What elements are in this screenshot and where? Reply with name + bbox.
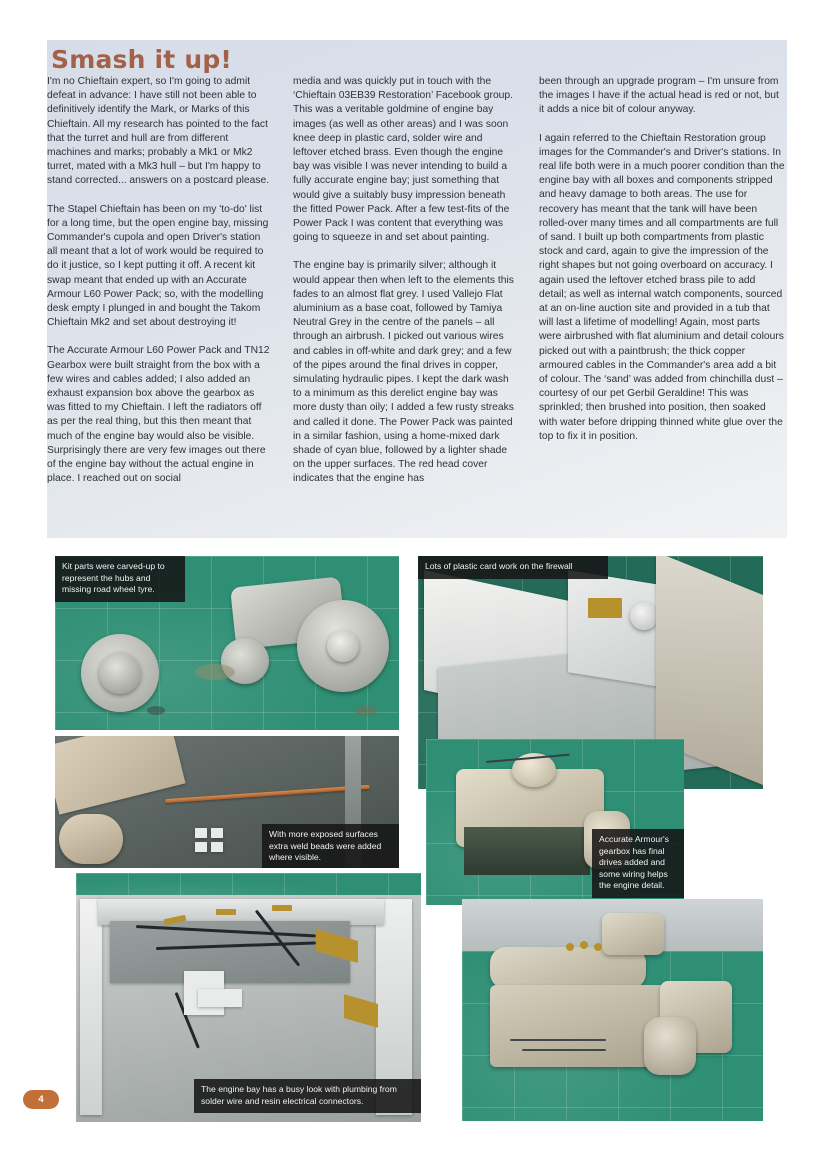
weld-bead-detail — [195, 828, 207, 838]
hub-shape — [99, 652, 141, 694]
photo-caption-firewall-plastic-card: Lots of plastic card work on the firewall — [418, 556, 608, 579]
page-number-badge: 4 — [23, 1090, 59, 1109]
resin-electrical-connector — [198, 989, 242, 1007]
photo-caption-road-wheel-hubs: Kit parts were carved-up to represent the hubs and missing road wheel tyre. — [55, 556, 185, 602]
debris-spot — [195, 664, 235, 680]
weld-bead-detail — [211, 842, 223, 852]
photo-road-wheel-hubs — [55, 556, 399, 730]
article-columns — [47, 75, 787, 501]
brass-detail — [566, 943, 574, 951]
article-column-1 — [47, 75, 293, 501]
photo-caption-engine-bay-plumbing: The engine bay has a busy look with plumbing from solder wire and resin electrical connectors. — [194, 1079, 421, 1113]
paragraph: The Stapel Chieftain has been on my 'to-do' list for a long time, but the open engine bay, missing Commander's cupola and open Driver's station all meant that a lot of work would be required to do it justice, so I kept putting it off. A recent kit swap meant that ended up with an Accurate Armour L60 Power Pack; so, with the modelling desk empty I plunged in and bought the Takom Chieftain Mk2 and set about destroying it! — [47, 203, 269, 329]
article-column-3 — [539, 75, 785, 501]
gun-barrel-shape — [59, 814, 123, 864]
air-cleaner-shape — [602, 913, 664, 955]
brass-fitting — [272, 905, 292, 911]
paragraph: The Accurate Armour L60 Power Pack and TN12 Gearbox were built straight from the box with a few wires and cables added; I also added an exhaust expansion box above the gearbox as was fitted to my Chieftain. I left the radiators off as per the real thing, but this then meant that much of the engine bay would also be visible. Surprisingly there are very few images out there of the engine bay without the actual engine in place. I reached out on social — [47, 345, 270, 485]
photo-weld-beads — [55, 736, 399, 868]
wiring-detail — [522, 1049, 606, 1051]
etched-brass-mesh — [588, 598, 622, 618]
photo-caption-gearbox-final-drives: Accurate Armour's gearbox has final drives added and some wiring helps the engine detail. — [592, 829, 684, 898]
weld-bead-detail — [211, 828, 223, 838]
photo-engine-bay-plumbing — [76, 873, 421, 1122]
brass-fitting — [216, 909, 236, 915]
debris-spot — [147, 706, 165, 715]
paragraph: media and was quickly put in touch with the ‘Chieftain 03EB39 Restoration’ Facebook group. This was a veritable goldmine of engine bay images (as well as other areas) and I was soon knee deep in plastic card, solder wire and leftover etched brass. Even though the engine bay was visible I was never intending to build a fully accurate engine bay; just something that would give a suitably busy impression beneath the fitted Power Pack. After a few test-fits of the Power Pack I was content that everything was going to squeeze in and set about painting. — [293, 76, 513, 244]
photo-caption-weld-beads: With more exposed surfaces extra weld beads were added where visible. — [262, 824, 399, 868]
final-drive-shape — [644, 1017, 696, 1075]
paragraph: The engine bay is primarily silver; although it would appear then when left to the elements this fades to an almost flat grey. I used Vallejo Flat aluminium as a base coat, followed by Tamiya Neutral Grey in the centre of the panels – all through an airbrush. I picked out various wires and cables in off-white and dark grey; and a few of the pipes around the final drives in copper, simulating hydraulic pipes. I kept the dark wash to a minimum as this derelict engine bay was more dusty than oily; I added a few rusty streaks and called it done. The Power Pack was painted in a similar fashion, using a home-mixed dark shade of cyan blue, followed by a lighter shade on the upper surfaces. The red head cover indicates that the engine has — [293, 260, 514, 485]
bulkhead-fitting — [630, 602, 658, 630]
photo-collage — [0, 540, 819, 1158]
photo-power-pack-engine — [462, 899, 763, 1121]
article-text-panel — [47, 40, 787, 538]
brass-detail — [580, 941, 588, 949]
paragraph: been through an upgrade program – I'm unsure from the images I have if the actual head is red or not, but it adds a nice bit of colour anyway. — [539, 76, 779, 116]
brass-detail — [594, 943, 602, 951]
bay-rim-left — [80, 899, 102, 1115]
page-title: Smash it up! — [51, 45, 233, 74]
article-column-2 — [293, 75, 539, 501]
radiator-shape — [464, 827, 590, 875]
road-wheel-hub-shape — [327, 630, 359, 662]
paragraph: I'm no Chieftain expert, so I'm going to admit defeat in advance: I have still not been able to definitively identify the Mark, or Marks of this Chieftain. All my research has pointed to the fact that the turret and hull are from different machines and marks; probably a Mk1 or Mk2 turret, mated with a Mk3 hull – but I'm happy to stand corrected... answers on a postcard please. — [47, 76, 270, 187]
photo-gearbox-final-drives — [426, 739, 684, 905]
paragraph: I again referred to the Chieftain Restoration group images for the Commander's and Driver's stations. In real life both were in a much poorer condition than the engine bay with all boxes and components stripped and heavy damage to both areas. The use for recovery has meant that the tank will have been rolled-over many times and all compartments are full of sand. I built up both compartments from plastic stock and card, again to give the impression of the right shapes but not going overboard on accuracy. I again used the leftover etched brass pile to add detail; as well as internal watch components, sourced at an on-line auction site and provided in a tub that will last a lifetime of modelling! Again, most parts were airbrushed with flat aluminium and detail colours picked out with a paintbrush; the thick copper armoured cables in the Commander's area add a bit of colour. The ‘sand’ was added from chinchilla dust – courtesy of our pet Gerbil Geraldine! This was sprinkled; then brushed into position, then soaked with water before dripping thinned white glue over the top to fix it in position. — [539, 132, 785, 442]
debris-spot — [355, 706, 377, 716]
wiring-detail — [510, 1039, 606, 1041]
weld-bead-detail — [195, 842, 207, 852]
